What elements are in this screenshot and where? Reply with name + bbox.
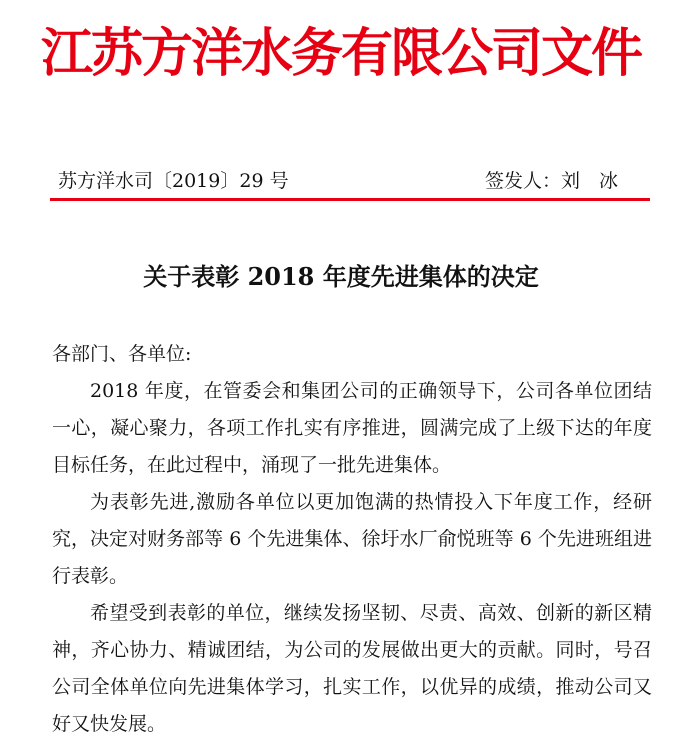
document-title: 关于表彰 2018 年度先进集体的决定 (143, 262, 539, 291)
letterhead-title: 江苏方洋水务有限公司文件 (40, 23, 641, 84)
body-paragraph: 2018 年度，在管委会和集团公司的正确领导下，公司各单位团结一心，凝心聚力，各项工作扎实有序推进，圆满完成了上级下达的年度目标任务，在此过程中，涌现了一批先进集体。 (52, 380, 652, 476)
salutation: 各部门、各单位: (52, 343, 192, 365)
body-paragraph: 为表彰先进,激励各单位以更加饱满的热情投入下年度工作，经研究，决定对财务部等 6 个先进集体、徐圩水厂俞悦班等 6 个先进班组进行表彰。 (52, 491, 652, 587)
document-body (52, 336, 652, 743)
document-info-line (58, 166, 640, 196)
signer: 签发人：刘 冰 (484, 170, 618, 192)
red-divider (50, 198, 650, 201)
body-paragraph: 希望受到表彰的单位，继续发扬坚韧、尽责、高效、创新的新区精神，齐心协力、精诚团结，为公司的发展做出更大的贡献。同时，号召公司全体单位向先进集体学习，扎实工作，以优异的成绩，推动公司又好又快发展。 (52, 602, 652, 735)
document-number: 苏方洋水司〔2019〕29 号 (58, 170, 289, 192)
